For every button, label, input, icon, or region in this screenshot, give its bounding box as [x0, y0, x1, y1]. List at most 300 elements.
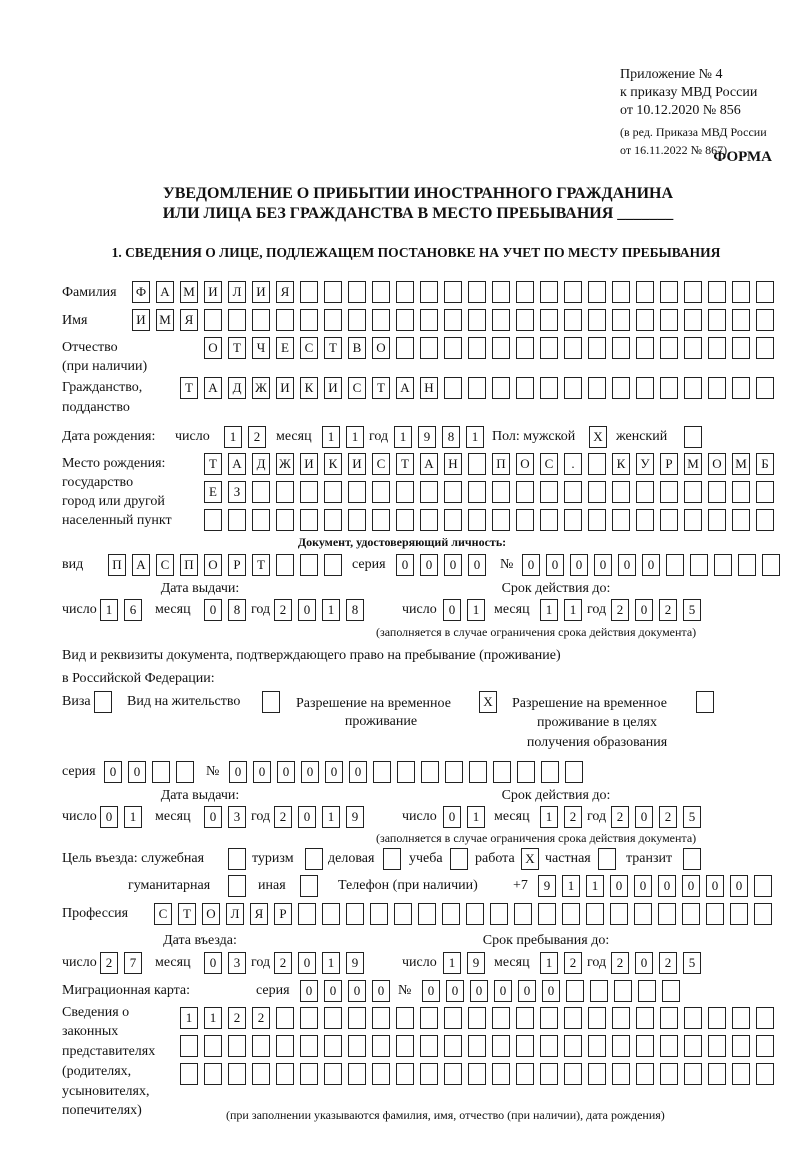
cell-phone[interactable]: 1	[562, 875, 580, 897]
cell-stay-number[interactable]: 0	[325, 761, 343, 783]
cell-name[interactable]	[252, 309, 270, 331]
cell-id-valid-year[interactable]: 0	[635, 599, 653, 621]
cell-phone[interactable]: 1	[586, 875, 604, 897]
cell-birthplace1[interactable]	[468, 453, 486, 475]
cell-mc-number[interactable]: 0	[494, 980, 512, 1002]
cell-stay-issue-year[interactable]: 0	[298, 806, 316, 828]
cell-stay-number[interactable]	[493, 761, 511, 783]
cell-mc-series[interactable]: 0	[348, 980, 366, 1002]
cell-profession[interactable]	[730, 903, 748, 925]
cell-id-issue-month[interactable]: 8	[228, 599, 246, 621]
cell-until-year[interactable]: 2	[659, 952, 677, 974]
cell-id-series[interactable]: 0	[444, 554, 462, 576]
cell-birthplace2[interactable]	[516, 481, 534, 503]
cell-name[interactable]	[372, 309, 390, 331]
cell-birthplace3[interactable]	[516, 509, 534, 531]
cell-entry-month[interactable]: 0	[204, 952, 222, 974]
cell-reps3[interactable]	[756, 1063, 774, 1085]
cell-surname[interactable]	[300, 281, 318, 303]
cell-name[interactable]	[276, 309, 294, 331]
cell-reps3[interactable]	[228, 1063, 246, 1085]
cell-birthplace2[interactable]	[348, 481, 366, 503]
cell-reps2[interactable]	[396, 1035, 414, 1057]
cell-citizenship[interactable]	[636, 377, 654, 399]
cell-reps2[interactable]	[684, 1035, 702, 1057]
cell-reps2[interactable]	[444, 1035, 462, 1057]
cell-citizenship[interactable]	[468, 377, 486, 399]
cell-id-issue-year[interactable]: 1	[322, 599, 340, 621]
cell-name[interactable]	[588, 309, 606, 331]
cell-reps3[interactable]	[396, 1063, 414, 1085]
cell-birth-year[interactable]: 9	[418, 426, 436, 448]
cell-birth-day[interactable]: 1	[224, 426, 242, 448]
cell-citizenship[interactable]: А	[396, 377, 414, 399]
checkbox-p-service[interactable]	[228, 848, 246, 870]
cell-patronymic[interactable]	[612, 337, 630, 359]
cell-birthplace2[interactable]	[444, 481, 462, 503]
checkbox-sex-female[interactable]	[684, 426, 702, 448]
cell-stay-number[interactable]	[469, 761, 487, 783]
cell-birthplace3[interactable]	[468, 509, 486, 531]
cell-patronymic[interactable]: Т	[324, 337, 342, 359]
cell-stay-issue-year[interactable]: 1	[322, 806, 340, 828]
cell-until-year[interactable]: 2	[611, 952, 629, 974]
cell-birthplace3[interactable]	[612, 509, 630, 531]
cell-id-kind[interactable]	[276, 554, 294, 576]
cell-profession[interactable]	[538, 903, 556, 925]
cell-id-valid-day[interactable]: 0	[443, 599, 461, 621]
cell-reps1[interactable]	[492, 1007, 510, 1029]
cell-reps2[interactable]	[708, 1035, 726, 1057]
cell-birthplace1[interactable]: П	[492, 453, 510, 475]
cell-surname[interactable]	[732, 281, 750, 303]
cell-reps3[interactable]	[540, 1063, 558, 1085]
cell-patronymic[interactable]: О	[204, 337, 222, 359]
cell-reps1[interactable]	[276, 1007, 294, 1029]
cell-birthplace3[interactable]	[348, 509, 366, 531]
cell-reps2[interactable]	[228, 1035, 246, 1057]
cell-surname[interactable]	[492, 281, 510, 303]
cell-mc-series[interactable]: 0	[324, 980, 342, 1002]
cell-id-number[interactable]	[714, 554, 732, 576]
cell-id-number[interactable]: 0	[546, 554, 564, 576]
cell-birthplace1[interactable]: Н	[444, 453, 462, 475]
cell-id-number[interactable]	[762, 554, 780, 576]
cell-citizenship[interactable]	[756, 377, 774, 399]
cell-entry-day[interactable]: 7	[124, 952, 142, 974]
cell-reps2[interactable]	[564, 1035, 582, 1057]
cell-birthplace3[interactable]	[684, 509, 702, 531]
cell-birthplace2[interactable]	[324, 481, 342, 503]
cell-stay-issue-month[interactable]: 3	[228, 806, 246, 828]
cell-citizenship[interactable]: С	[348, 377, 366, 399]
cell-reps2[interactable]	[204, 1035, 222, 1057]
cell-surname[interactable]: Ф	[132, 281, 150, 303]
cell-reps2[interactable]	[420, 1035, 438, 1057]
cell-mc-number[interactable]	[566, 980, 584, 1002]
cell-id-issue-day[interactable]: 1	[100, 599, 118, 621]
cell-mc-number[interactable]	[638, 980, 656, 1002]
cell-id-valid-year[interactable]: 2	[659, 599, 677, 621]
cell-stay-issue-year[interactable]: 9	[346, 806, 364, 828]
cell-birthplace1[interactable]: Ж	[276, 453, 294, 475]
cell-reps3[interactable]	[324, 1063, 342, 1085]
cell-birthplace2[interactable]	[372, 481, 390, 503]
cell-reps1[interactable]	[348, 1007, 366, 1029]
cell-birthplace3[interactable]	[708, 509, 726, 531]
cell-stay-series[interactable]	[152, 761, 170, 783]
cell-patronymic[interactable]	[516, 337, 534, 359]
cell-birthplace3[interactable]	[636, 509, 654, 531]
cell-patronymic[interactable]	[732, 337, 750, 359]
checkbox-p-work[interactable]: X	[521, 848, 539, 870]
cell-birth-day[interactable]: 2	[248, 426, 266, 448]
cell-citizenship[interactable]: Т	[180, 377, 198, 399]
cell-birthplace1[interactable]: С	[540, 453, 558, 475]
cell-reps3[interactable]	[276, 1063, 294, 1085]
cell-citizenship[interactable]	[612, 377, 630, 399]
cell-mc-number[interactable]	[590, 980, 608, 1002]
cell-stay-number[interactable]	[565, 761, 583, 783]
cell-stay-issue-day[interactable]: 1	[124, 806, 142, 828]
cell-stay-number[interactable]	[421, 761, 439, 783]
cell-surname[interactable]: Я	[276, 281, 294, 303]
cell-name[interactable]	[324, 309, 342, 331]
cell-mc-number[interactable]: 0	[446, 980, 464, 1002]
cell-name[interactable]	[228, 309, 246, 331]
cell-profession[interactable]	[562, 903, 580, 925]
cell-reps1[interactable]: 1	[204, 1007, 222, 1029]
cell-id-kind[interactable]	[324, 554, 342, 576]
cell-id-number[interactable]: 0	[594, 554, 612, 576]
cell-name[interactable]	[300, 309, 318, 331]
cell-reps1[interactable]	[444, 1007, 462, 1029]
cell-profession[interactable]	[682, 903, 700, 925]
cell-birth-month[interactable]: 1	[346, 426, 364, 448]
cell-profession[interactable]	[442, 903, 460, 925]
cell-birthplace2[interactable]	[276, 481, 294, 503]
cell-name[interactable]	[492, 309, 510, 331]
cell-reps1[interactable]	[396, 1007, 414, 1029]
cell-citizenship[interactable]	[708, 377, 726, 399]
cell-id-number[interactable]	[690, 554, 708, 576]
cell-birthplace2[interactable]	[396, 481, 414, 503]
cell-birth-year[interactable]: 8	[442, 426, 460, 448]
cell-birthplace1[interactable]: О	[516, 453, 534, 475]
cell-citizenship[interactable]: Н	[420, 377, 438, 399]
cell-reps3[interactable]	[492, 1063, 510, 1085]
cell-stay-valid-day[interactable]: 0	[443, 806, 461, 828]
cell-reps1[interactable]	[372, 1007, 390, 1029]
cell-id-issue-year[interactable]: 8	[346, 599, 364, 621]
cell-patronymic[interactable]	[684, 337, 702, 359]
cell-name[interactable]	[660, 309, 678, 331]
cell-birthplace2[interactable]	[420, 481, 438, 503]
cell-reps2[interactable]	[252, 1035, 270, 1057]
cell-reps2[interactable]	[732, 1035, 750, 1057]
cell-birthplace1[interactable]: Д	[252, 453, 270, 475]
cell-reps3[interactable]	[684, 1063, 702, 1085]
cell-profession[interactable]: С	[154, 903, 172, 925]
cell-stay-series[interactable]: 0	[104, 761, 122, 783]
cell-id-issue-year[interactable]: 0	[298, 599, 316, 621]
cell-name[interactable]: Я	[180, 309, 198, 331]
cell-birthplace2[interactable]	[660, 481, 678, 503]
cell-reps1[interactable]: 2	[252, 1007, 270, 1029]
cell-id-kind[interactable]: О	[204, 554, 222, 576]
cell-surname[interactable]	[708, 281, 726, 303]
cell-profession[interactable]: Р	[274, 903, 292, 925]
cell-id-kind[interactable]: Р	[228, 554, 246, 576]
cell-birthplace1[interactable]: С	[372, 453, 390, 475]
cell-name[interactable]	[732, 309, 750, 331]
cell-id-number[interactable]: 0	[618, 554, 636, 576]
cell-patronymic[interactable]	[708, 337, 726, 359]
cell-until-month[interactable]: 2	[564, 952, 582, 974]
cell-reps3[interactable]	[180, 1063, 198, 1085]
cell-stay-series[interactable]	[176, 761, 194, 783]
cell-birth-year[interactable]: 1	[466, 426, 484, 448]
cell-surname[interactable]: А	[156, 281, 174, 303]
cell-birthplace2[interactable]	[612, 481, 630, 503]
cell-entry-year[interactable]: 1	[322, 952, 340, 974]
cell-name[interactable]	[756, 309, 774, 331]
cell-profession[interactable]	[298, 903, 316, 925]
cell-birthplace2[interactable]	[708, 481, 726, 503]
cell-reps1[interactable]	[468, 1007, 486, 1029]
cell-surname[interactable]	[468, 281, 486, 303]
cell-patronymic[interactable]	[468, 337, 486, 359]
cell-id-number[interactable]: 0	[570, 554, 588, 576]
checkbox-p-private[interactable]	[598, 848, 616, 870]
cell-name[interactable]	[684, 309, 702, 331]
cell-until-day[interactable]: 9	[467, 952, 485, 974]
cell-name[interactable]	[348, 309, 366, 331]
cell-id-valid-month[interactable]: 1	[564, 599, 582, 621]
cell-reps3[interactable]	[204, 1063, 222, 1085]
cell-reps2[interactable]	[540, 1035, 558, 1057]
cell-mc-number[interactable]: 0	[422, 980, 440, 1002]
cell-birthplace3[interactable]	[540, 509, 558, 531]
cell-id-number[interactable]	[738, 554, 756, 576]
cell-stay-valid-year[interactable]: 2	[659, 806, 677, 828]
cell-reps1[interactable]	[612, 1007, 630, 1029]
cell-mc-number[interactable]	[662, 980, 680, 1002]
cell-citizenship[interactable]	[540, 377, 558, 399]
cell-profession[interactable]	[490, 903, 508, 925]
cell-birthplace2[interactable]	[492, 481, 510, 503]
cell-profession[interactable]: О	[202, 903, 220, 925]
cell-until-month[interactable]: 1	[540, 952, 558, 974]
cell-reps3[interactable]	[564, 1063, 582, 1085]
checkbox-doc-trpe[interactable]	[696, 691, 714, 713]
cell-birthplace3[interactable]	[324, 509, 342, 531]
cell-id-kind[interactable]: А	[132, 554, 150, 576]
cell-reps3[interactable]	[252, 1063, 270, 1085]
cell-patronymic[interactable]: С	[300, 337, 318, 359]
cell-birthplace1[interactable]	[588, 453, 606, 475]
cell-citizenship[interactable]	[732, 377, 750, 399]
cell-birthplace3[interactable]	[660, 509, 678, 531]
cell-mc-number[interactable]	[614, 980, 632, 1002]
cell-name[interactable]	[564, 309, 582, 331]
cell-birthplace2[interactable]: Е	[204, 481, 222, 503]
cell-patronymic[interactable]	[660, 337, 678, 359]
cell-id-valid-month[interactable]: 1	[540, 599, 558, 621]
cell-stay-issue-month[interactable]: 0	[204, 806, 222, 828]
cell-until-year[interactable]: 5	[683, 952, 701, 974]
cell-birthplace1[interactable]: А	[228, 453, 246, 475]
cell-surname[interactable]	[372, 281, 390, 303]
cell-surname[interactable]	[588, 281, 606, 303]
cell-name[interactable]	[708, 309, 726, 331]
cell-birthplace2[interactable]	[636, 481, 654, 503]
cell-reps1[interactable]	[324, 1007, 342, 1029]
cell-patronymic[interactable]: Т	[228, 337, 246, 359]
cell-stay-number[interactable]	[445, 761, 463, 783]
cell-birthplace3[interactable]	[276, 509, 294, 531]
cell-reps3[interactable]	[372, 1063, 390, 1085]
cell-patronymic[interactable]: В	[348, 337, 366, 359]
cell-id-number[interactable]: 0	[522, 554, 540, 576]
cell-phone[interactable]: 9	[538, 875, 556, 897]
cell-stay-series[interactable]: 0	[128, 761, 146, 783]
cell-reps1[interactable]: 2	[228, 1007, 246, 1029]
cell-until-day[interactable]: 1	[443, 952, 461, 974]
cell-birthplace3[interactable]	[492, 509, 510, 531]
cell-surname[interactable]	[660, 281, 678, 303]
cell-patronymic[interactable]	[588, 337, 606, 359]
cell-entry-year[interactable]: 9	[346, 952, 364, 974]
cell-reps2[interactable]	[612, 1035, 630, 1057]
cell-birthplace2[interactable]	[732, 481, 750, 503]
cell-stay-valid-month[interactable]: 1	[540, 806, 558, 828]
cell-patronymic[interactable]	[444, 337, 462, 359]
cell-reps1[interactable]	[684, 1007, 702, 1029]
cell-name[interactable]	[444, 309, 462, 331]
cell-birthplace2[interactable]	[564, 481, 582, 503]
cell-patronymic[interactable]	[636, 337, 654, 359]
cell-name[interactable]	[468, 309, 486, 331]
cell-profession[interactable]	[514, 903, 532, 925]
cell-stay-issue-day[interactable]: 0	[100, 806, 118, 828]
cell-reps3[interactable]	[444, 1063, 462, 1085]
cell-surname[interactable]	[516, 281, 534, 303]
cell-citizenship[interactable]: Ж	[252, 377, 270, 399]
cell-citizenship[interactable]: Т	[372, 377, 390, 399]
cell-stay-valid-month[interactable]: 2	[564, 806, 582, 828]
cell-reps1[interactable]	[732, 1007, 750, 1029]
cell-citizenship[interactable]: К	[300, 377, 318, 399]
cell-reps2[interactable]	[468, 1035, 486, 1057]
cell-until-year[interactable]: 0	[635, 952, 653, 974]
cell-mc-number[interactable]: 0	[470, 980, 488, 1002]
cell-phone[interactable]	[754, 875, 772, 897]
cell-reps2[interactable]	[372, 1035, 390, 1057]
cell-reps2[interactable]	[588, 1035, 606, 1057]
cell-profession[interactable]	[754, 903, 772, 925]
cell-patronymic[interactable]	[492, 337, 510, 359]
cell-surname[interactable]	[420, 281, 438, 303]
cell-id-series[interactable]: 0	[468, 554, 486, 576]
cell-birthplace3[interactable]	[732, 509, 750, 531]
cell-id-kind[interactable]	[300, 554, 318, 576]
cell-reps2[interactable]	[324, 1035, 342, 1057]
cell-citizenship[interactable]: И	[276, 377, 294, 399]
cell-birthplace2[interactable]	[252, 481, 270, 503]
cell-reps1[interactable]	[756, 1007, 774, 1029]
cell-phone[interactable]: 0	[730, 875, 748, 897]
cell-reps2[interactable]	[660, 1035, 678, 1057]
cell-reps1[interactable]	[300, 1007, 318, 1029]
cell-birthplace1[interactable]: Б	[756, 453, 774, 475]
cell-birthplace1[interactable]: К	[612, 453, 630, 475]
cell-patronymic[interactable]	[540, 337, 558, 359]
cell-birthplace3[interactable]	[252, 509, 270, 531]
checkbox-p-study[interactable]	[450, 848, 468, 870]
cell-patronymic[interactable]	[396, 337, 414, 359]
cell-id-valid-day[interactable]: 1	[467, 599, 485, 621]
cell-stay-number[interactable]	[373, 761, 391, 783]
cell-phone[interactable]: 0	[658, 875, 676, 897]
cell-birth-month[interactable]: 1	[322, 426, 340, 448]
checkbox-doc-residence[interactable]	[262, 691, 280, 713]
cell-citizenship[interactable]: А	[204, 377, 222, 399]
cell-birth-year[interactable]: 1	[394, 426, 412, 448]
cell-reps2[interactable]	[300, 1035, 318, 1057]
cell-reps2[interactable]	[276, 1035, 294, 1057]
cell-profession[interactable]	[706, 903, 724, 925]
cell-citizenship[interactable]	[660, 377, 678, 399]
cell-stay-number[interactable]: 0	[349, 761, 367, 783]
cell-id-number[interactable]	[666, 554, 684, 576]
cell-birthplace1[interactable]: О	[708, 453, 726, 475]
cell-stay-valid-year[interactable]: 5	[683, 806, 701, 828]
cell-surname[interactable]: И	[204, 281, 222, 303]
cell-surname[interactable]	[540, 281, 558, 303]
cell-birthplace1[interactable]: Т	[204, 453, 222, 475]
cell-profession[interactable]	[418, 903, 436, 925]
cell-stay-issue-year[interactable]: 2	[274, 806, 292, 828]
cell-reps2[interactable]	[492, 1035, 510, 1057]
cell-birthplace3[interactable]	[564, 509, 582, 531]
cell-id-number[interactable]: 0	[642, 554, 660, 576]
checkbox-p-other[interactable]	[300, 875, 318, 897]
cell-birthplace3[interactable]	[228, 509, 246, 531]
cell-entry-year[interactable]: 0	[298, 952, 316, 974]
cell-birthplace2[interactable]	[756, 481, 774, 503]
cell-stay-number[interactable]: 0	[277, 761, 295, 783]
cell-surname[interactable]	[612, 281, 630, 303]
cell-phone[interactable]: 0	[634, 875, 652, 897]
cell-name[interactable]	[540, 309, 558, 331]
cell-mc-number[interactable]: 0	[518, 980, 536, 1002]
cell-reps2[interactable]	[636, 1035, 654, 1057]
cell-stay-number[interactable]: 0	[253, 761, 271, 783]
cell-birthplace2[interactable]	[540, 481, 558, 503]
cell-profession[interactable]	[610, 903, 628, 925]
cell-reps3[interactable]	[348, 1063, 366, 1085]
cell-entry-month[interactable]: 3	[228, 952, 246, 974]
cell-name[interactable]	[636, 309, 654, 331]
cell-phone[interactable]: 0	[610, 875, 628, 897]
cell-birthplace1[interactable]: А	[420, 453, 438, 475]
cell-id-valid-year[interactable]: 5	[683, 599, 701, 621]
checkbox-p-business[interactable]	[383, 848, 401, 870]
cell-citizenship[interactable]	[588, 377, 606, 399]
cell-reps3[interactable]	[708, 1063, 726, 1085]
cell-citizenship[interactable]	[684, 377, 702, 399]
